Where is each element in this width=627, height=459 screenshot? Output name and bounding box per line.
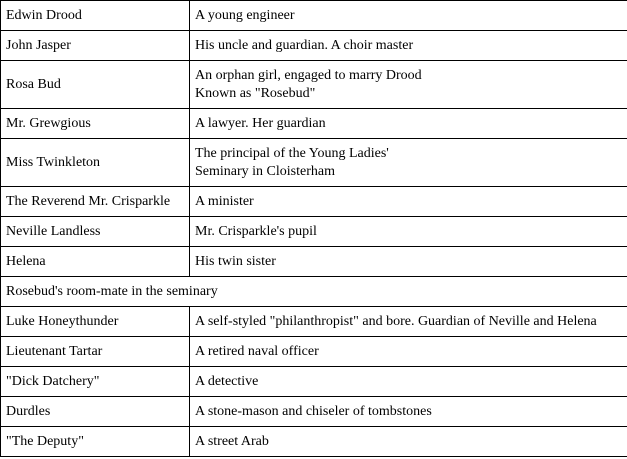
character-description-cell: The principal of the Young Ladies' Seminary in Cloisterham — [190, 139, 627, 187]
character-description-cell: A retired naval officer — [190, 337, 627, 367]
character-name-cell: Rosa Bud — [1, 61, 190, 109]
character-name-cell: Durdles — [1, 397, 190, 427]
character-name-cell: Mr. Grewgious — [1, 109, 190, 139]
table-row — [1, 1, 627, 31]
character-description-cell: A minister — [190, 187, 627, 217]
table-row — [1, 397, 627, 427]
table-row — [1, 247, 627, 277]
table-row — [1, 427, 627, 457]
character-name-cell: Neville Landless — [1, 217, 190, 247]
table-row — [1, 337, 627, 367]
character-description-cell: His uncle and guardian. A choir master — [190, 31, 627, 61]
table-row — [1, 109, 627, 139]
character-description-cell: A lawyer. Her guardian — [190, 109, 627, 139]
character-description-cell: A street Arab — [190, 427, 627, 457]
character-name-cell: "The Deputy" — [1, 427, 190, 457]
character-description-cell: Mr. Crisparkle's pupil — [190, 217, 627, 247]
table-row — [1, 217, 627, 247]
character-description-cell: His twin sister — [190, 247, 627, 277]
table-row — [1, 31, 627, 61]
character-description-cell: A young engineer — [190, 1, 627, 31]
character-name-cell: John Jasper — [1, 31, 190, 61]
character-name-cell: The Reverend Mr. Crisparkle — [1, 187, 190, 217]
character-description-cell: An orphan girl, engaged to marry Drood Known as "Rosebud" — [190, 61, 627, 109]
table-row — [1, 307, 627, 337]
merged-row-cell: Rosebud's room-mate in the seminary — [1, 277, 627, 307]
character-description-cell: A detective — [190, 367, 627, 397]
character-name-cell: Luke Honeythunder — [1, 307, 190, 337]
character-name-cell: Miss Twinkleton — [1, 139, 190, 187]
character-name-cell: "Dick Datchery" — [1, 367, 190, 397]
table-row — [1, 187, 627, 217]
character-description-cell: A self-styled "philanthropist" and bore. Guardian of Neville and Helena — [190, 307, 627, 337]
table-row — [1, 367, 627, 397]
character-description-cell: A stone-mason and chiseler of tombstones — [190, 397, 627, 427]
table-row — [1, 277, 627, 307]
character-name-cell: Edwin Drood — [1, 1, 190, 31]
character-name-cell: Helena — [1, 247, 190, 277]
table-row — [1, 61, 627, 109]
table-row — [1, 139, 627, 187]
character-name-cell: Lieutenant Tartar — [1, 337, 190, 367]
